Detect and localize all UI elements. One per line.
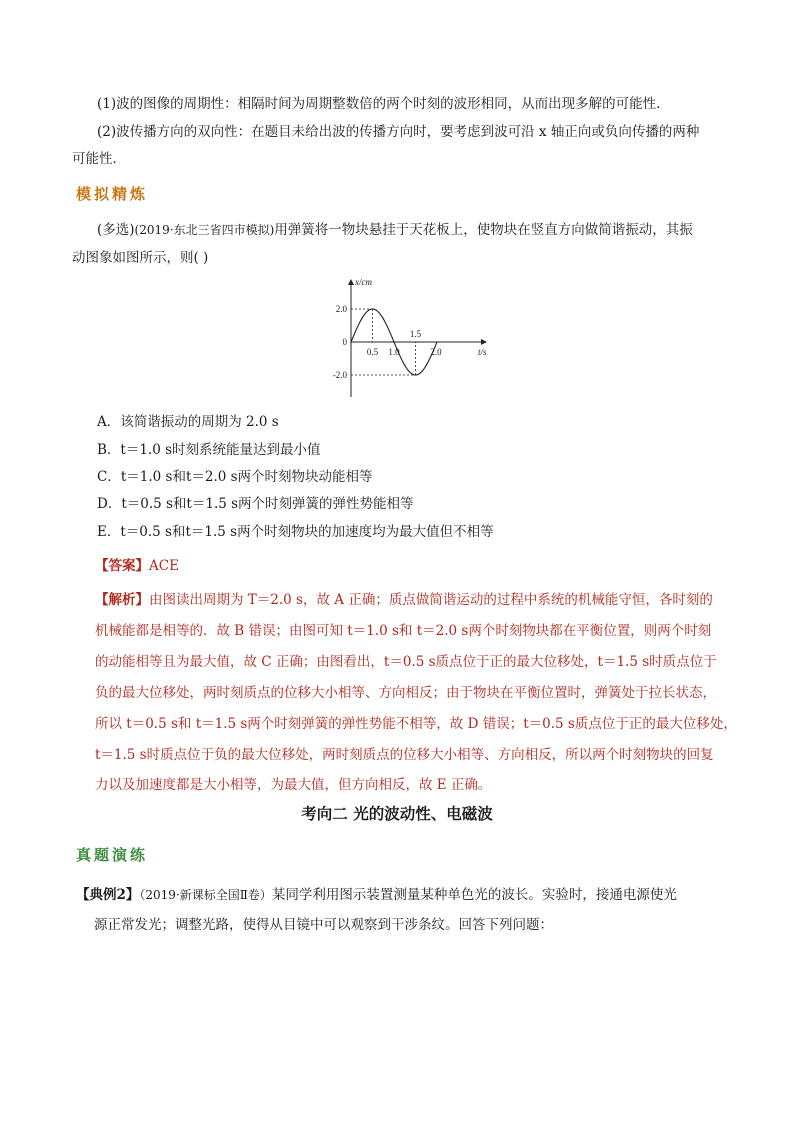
- question-line-1: [97, 220, 693, 240]
- data-point: [393, 341, 394, 342]
- analysis-line-4: 负的最大位移处，两时刻质点的位移大小相等、方向相反；由于物块在平衡位置时，弹簧处于拉长状态，: [95, 685, 716, 701]
- analysis-label: 【解析】: [95, 592, 149, 608]
- x-axis-label: t/s: [478, 347, 487, 357]
- vibration-graph: [330, 275, 490, 400]
- y-tick-label-zero: 0: [342, 337, 347, 347]
- section-real-title: 真题演练: [76, 846, 149, 864]
- x-tick-label-2-0: 2.0: [430, 347, 442, 357]
- option-e: E．t＝0.5 s和t＝1.5 s两个时刻物块的加速度均为最大值但不相等: [97, 524, 494, 540]
- y-axis-label: x/cm: [355, 277, 372, 287]
- question-text-1: 用弹簧将一物块悬挂于天花板上，使物块在竖直方向做简谐振动，其振: [274, 222, 693, 238]
- question-source: (2019·东北三省四市模拟): [134, 223, 275, 237]
- option-c: C．t＝1.0 s和t＝2.0 s两个时刻物块动能相等: [97, 469, 373, 485]
- analysis-line-5: 所以 t＝0.5 s和 t＝1.5 s两个时刻弹簧的弹性势能不相等，故 D 错误；t＝0.5 s质点位于正的最大位移处，: [95, 716, 737, 732]
- example-line-1: [76, 885, 677, 905]
- data-point: [436, 341, 437, 342]
- x-tick-label-1-5: 1.5: [409, 329, 422, 339]
- intro-line-1: (1)波的图像的周期性：相隔时间为周期整数倍的两个时刻的波形相同，从而出现多解的可能性．: [97, 96, 670, 112]
- section-practice-title: 模拟精炼: [76, 185, 149, 203]
- answer-line: [95, 556, 179, 576]
- analysis-line-1: [95, 590, 713, 610]
- data-point: [372, 308, 373, 309]
- data-point: [350, 341, 351, 342]
- data-point: [426, 365, 427, 366]
- data-point: [415, 374, 416, 375]
- intro-line-3: 可能性．: [72, 151, 126, 167]
- example-line-2: 源正常发光；调整光路，使得从目镜中可以观察到干涉条纹。回答下列问题：: [94, 917, 553, 933]
- x-tick-label-1-0: 1.0: [388, 347, 400, 357]
- example-source: （2019·新课标全国Ⅱ卷）: [139, 888, 272, 902]
- analysis-line-6: t＝1.5 s时质点位于负的最大位移处，两时刻质点的位移大小相等、方向相反，所以两个时刻物块的回复: [95, 747, 714, 763]
- question-line-2: 动图象如图所示，则( ): [72, 250, 209, 266]
- data-point: [361, 318, 362, 319]
- option-d: D．t＝0.5 s和t＝1.5 s两个时刻弹簧的弹性势能相等: [97, 496, 414, 512]
- analysis-line-3: 的动能相等且为最大值，故 C 正确；由图看出，t＝0.5 s质点位于正的最大位移处，t＝1.5 s时质点位于: [95, 654, 717, 670]
- option-a: A．该简谐振动的周期为 2.0 s: [97, 414, 279, 430]
- example-label: 【典例2】: [76, 887, 140, 903]
- question-prefix: (多选): [97, 222, 135, 238]
- option-b: B．t＝1.0 s时刻系统能量达到最小值: [97, 442, 321, 458]
- answer-label: 【答案】: [95, 558, 149, 574]
- analysis-line-2: 机械能都是相等的．故 B 错误；由图可知 t＝1.0 s和 t＝2.0 s两个时刻物块都在平衡位置，则两个时刻: [95, 623, 712, 639]
- answer-value: ACE: [149, 558, 179, 574]
- data-point: [404, 365, 405, 366]
- x-tick-label-0-5: 0.5: [366, 347, 379, 357]
- intro-line-2: (2)波传播方向的双向性：在题目未给出波的传播方向时，要考虑到波可沿 x 轴正向或负向传播的两种: [97, 124, 700, 140]
- y-tick-label-min: -2.0: [332, 370, 347, 380]
- analysis-text-1: 由图读出周期为 T＝2.0 s，故 A 正确；质点做简谐运动的过程中系统的机械能守恒，各时刻的: [149, 592, 713, 608]
- example-text-1: 某同学利用图示装置测量某种单色光的波长。实验时，接通电源使光: [271, 887, 677, 903]
- y-tick-label-max: 2.0: [335, 304, 347, 314]
- section-two-title: 考向二 光的波动性、电磁波: [301, 804, 493, 823]
- analysis-line-7: 力以及加速度都是大小相等，为最大值，但方向相反，故 E 正确。: [95, 777, 492, 793]
- data-point: [383, 318, 384, 319]
